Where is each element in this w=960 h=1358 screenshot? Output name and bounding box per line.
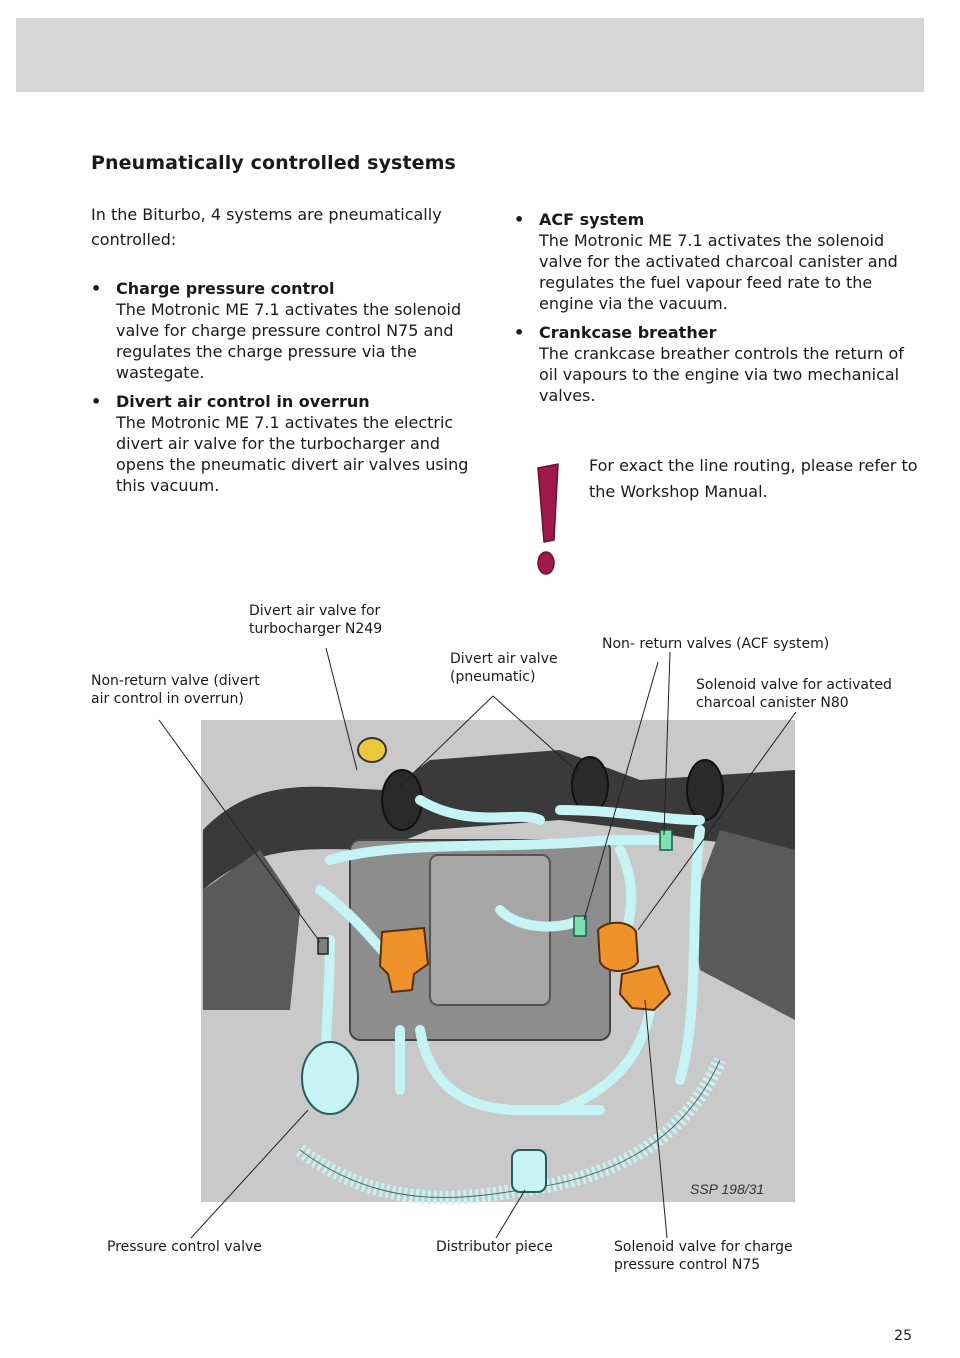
bullet-text: The Motronic ME 7.1 activates the solenoid valve for charge pressure control N75 and regulates the charge pressure via the wastegate. bbox=[116, 300, 462, 382]
label-distributor-piece: Distributor piece bbox=[436, 1239, 553, 1255]
bullet-text: The crankcase breather controls the return of oil vapours to the engine via two mechanical valves. bbox=[539, 344, 904, 405]
label-line: Divert air valve bbox=[450, 651, 558, 667]
label-line: turbocharger N249 bbox=[249, 621, 383, 637]
engine-diagram bbox=[0, 590, 960, 1290]
bullet-text: The Motronic ME 7.1 activates the electric divert air valve for the turbocharger and opens the pneumatic divert air valves using this vacuum. bbox=[116, 413, 469, 495]
bullet-text: The Motronic ME 7.1 activates the solenoid valve for the activated charcoal canister and regulates the fuel vapour feed rate to the engine via the vacuum. bbox=[539, 231, 898, 313]
bullet-acf-system bbox=[514, 209, 914, 314]
bullet-title: Divert air control in overrun bbox=[116, 392, 370, 411]
page-title: Pneumatically controlled systems bbox=[91, 152, 456, 174]
label-line: pressure control N75 bbox=[614, 1257, 761, 1273]
intro-text: In the Biturbo, 4 systems are pneumatically controlled: bbox=[91, 205, 442, 249]
oil-filler-cap bbox=[358, 738, 386, 762]
non-return-valve-divert bbox=[318, 938, 328, 954]
bullet-crankcase-breather bbox=[514, 322, 914, 406]
solenoid-valve-n80 bbox=[598, 923, 638, 971]
bullet-list-right bbox=[514, 209, 914, 414]
bullet-dot: • bbox=[91, 392, 102, 411]
label-line: Solenoid valve for activated bbox=[696, 677, 892, 693]
label-non-return-divert bbox=[91, 672, 260, 708]
bullet-divert-air bbox=[91, 391, 486, 496]
bullet-dot: • bbox=[514, 323, 525, 342]
exclamation-warning-icon bbox=[524, 462, 564, 580]
bullet-dot: • bbox=[91, 279, 102, 298]
pressure-control-valve bbox=[302, 1042, 358, 1114]
label-solenoid-n75 bbox=[614, 1238, 793, 1274]
bullet-title: Crankcase breather bbox=[539, 323, 717, 342]
rubber-boot-middle bbox=[572, 757, 608, 813]
label-line: charcoal canister N80 bbox=[696, 695, 849, 711]
non-return-valve-acf-2 bbox=[660, 830, 672, 850]
label-line: (pneumatic) bbox=[450, 669, 536, 685]
label-line: Divert air valve for bbox=[249, 603, 381, 619]
label-solenoid-n80 bbox=[696, 676, 892, 712]
distributor-piece bbox=[512, 1150, 546, 1192]
label-divert-valve-n249 bbox=[249, 602, 382, 638]
label-line: Solenoid valve for charge bbox=[614, 1239, 793, 1255]
page-number: 25 bbox=[894, 1328, 912, 1344]
workshop-manual-note: For exact the line routing, please refer to the Workshop Manual. bbox=[589, 456, 918, 501]
label-non-return-acf: Non- return valves (ACF system) bbox=[602, 636, 830, 652]
bullet-title: Charge pressure control bbox=[116, 279, 335, 298]
bullet-title: ACF system bbox=[539, 210, 645, 229]
bullet-dot: • bbox=[514, 210, 525, 229]
label-line: air control in overrun) bbox=[91, 691, 244, 707]
bullet-charge-pressure bbox=[91, 278, 486, 383]
rubber-boot-right bbox=[687, 760, 723, 820]
label-divert-valve-pneumatic bbox=[450, 650, 558, 686]
label-line: Non-return valve (divert bbox=[91, 673, 260, 689]
header-band bbox=[16, 18, 924, 92]
bullet-list-left bbox=[91, 278, 486, 504]
label-pressure-control-valve: Pressure control valve bbox=[107, 1239, 262, 1255]
figure-code: SSP 198/31 bbox=[690, 1181, 765, 1197]
